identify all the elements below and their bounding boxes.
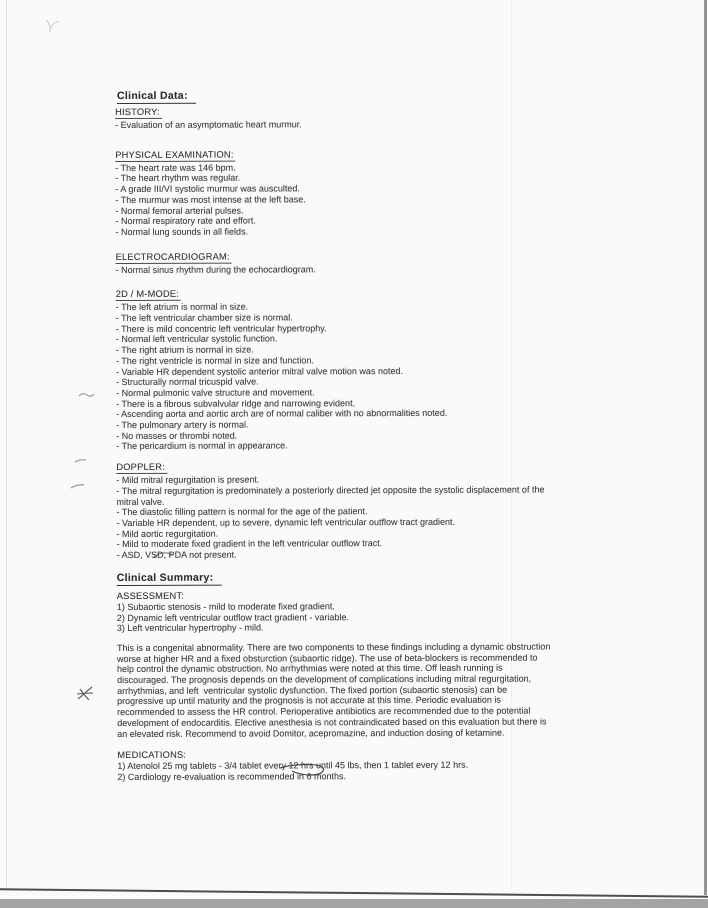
doc-line: - Variable HR dependent systolic anterior mitral valve motion was noted. [115, 365, 403, 377]
doc-line: - The right atrium is normal in size. [115, 344, 254, 356]
doc-line: - The heart rate was 146 bpm. [115, 162, 236, 173]
doc-line: - Ascending aorta and aortic arch are of normal caliber with no abnormalities noted. [116, 408, 448, 420]
doc-line: - Evaluation of an asymptomatic heart murmur. [115, 119, 302, 130]
section-heading-doppler: DOPPLER: [116, 462, 167, 474]
doc-line: development of endocarditis. Elective anesthesia is not contraindicated based on this evaluation but there is [117, 716, 547, 728]
doc-line: - There is a fibrous subvalvular ridge and narrowing evident. [116, 397, 356, 409]
scanner-background-strip [0, 899, 708, 908]
discussion-paragraph [117, 641, 677, 739]
doc-line: - Mild mitral regurgitation is present. [116, 474, 260, 486]
doc-line: This is a congenital abnormality. There are two components to these findings including a dynamic obstruction [116, 641, 551, 653]
doc-line: - The left atrium is normal in size. [115, 301, 249, 313]
document-content [115, 88, 677, 783]
doc-line: - Normal lung sounds in all fields. [115, 226, 249, 237]
section-2d-m-mode [116, 287, 677, 452]
section-heading-physical-examination: PHYSICAL EXAMINATION: [115, 149, 235, 161]
section-doppler [116, 460, 676, 561]
pencil-mark-top-left [44, 16, 62, 36]
doc-line: - Normal left ventricular systolic function. [115, 333, 278, 345]
doc-line: help control the dynamic obstruction. No arrhythmias were noted at this time. Off leash running is [117, 662, 503, 675]
doc-line: - The pericardium is normal in appearance. [116, 440, 288, 452]
doc-line: an elevated risk. Recommend to avoid Domitor, acepromazine, and induction dosing of ketamine. [117, 727, 505, 739]
section-heading-electrocardiogram: ELECTROCARDIOGRAM: [116, 251, 232, 263]
section-heading-history: HISTORY: [115, 107, 162, 119]
doc-line: - The murmur was most intense at the left base. [115, 194, 306, 205]
doc-line: worse at higher HR and a fixed obsturction (subaortic ridge). The use of beta-blockers is recommended to [116, 652, 538, 664]
doc-line: recommended to assess the HR control. Perioperative antibiotics are recommended due to the potential [117, 705, 531, 718]
doc-line: mitral valve. [116, 496, 165, 507]
doc-line: - Normal respiratory rate and effort. [115, 215, 256, 227]
page-right-edge-line [704, 0, 707, 895]
page-left-edge-line [6, 0, 7, 888]
doc-line: - There is mild concentric left ventricular hypertrophy. [115, 322, 327, 334]
pencil-mark-tilde [78, 390, 96, 400]
doc-line: 2) Dynamic left ventricular outflow tract gradient - variable. [116, 611, 349, 623]
doc-line: - Normal femoral arterial pulses. [115, 205, 244, 216]
doc-line: - Normal pulmonic valve structure and movement. [116, 387, 315, 398]
pencil-mark-dash-1 [74, 457, 88, 465]
medications-heading: MEDICATIONS: [117, 749, 187, 761]
doc-line: - The mitral regurgitation is predominately a posteriorly directed jet opposite the systolic displacement of the [116, 484, 545, 496]
clinical-summary-title: Clinical Summary: [117, 571, 222, 585]
section-electrocardiogram [116, 250, 676, 276]
doc-line: progressive up until maturity and the prognosis is not accurate at this time. Periodic evaluation is [117, 695, 501, 707]
section-physical-examination [115, 148, 675, 238]
doc-line: - The left ventricular chamber size is normal. [115, 312, 293, 324]
doc-line: - Variable HR dependent, up to severe, dynamic left ventricular outflow tract gradient. [116, 516, 456, 528]
doc-line: - The diastolic filling pattern is normal for the age of the patient. [116, 506, 368, 518]
pencil-mark-asterisk [76, 686, 94, 702]
doc-line: - A grade III/VI systolic murmur was ausculted. [115, 183, 300, 195]
pencil-mark-dash-2 [70, 482, 86, 491]
section-medications [117, 748, 677, 782]
doc-line: - Mild aortic regurgitation. [116, 528, 219, 539]
doc-line: arrhythmias, and left ventricular systolic dysfunction. The fixed portion (subaortic stenosis) can be [117, 684, 508, 696]
doc-line: - The heart rhythm was regular. [115, 172, 241, 184]
doc-line: - Normal sinus rhythm during the echocardiogram. [115, 263, 316, 275]
doc-line: - ASD, VSD, PDA not present. [116, 549, 237, 561]
doc-line: discouraged. The prognosis depends on the development of complications including mitral regurgitation, [117, 673, 532, 686]
section-heading-2d-m-mode: 2D / M-MODE: [116, 289, 181, 301]
section-history [115, 105, 675, 131]
section-clinical-summary [117, 570, 677, 634]
doc-line: - Structurally normal tricuspid valve. [116, 376, 259, 388]
assessment-heading: ASSESSMENT: [116, 590, 185, 601]
doc-line: - The right ventricle is normal in size and function. [115, 355, 314, 366]
document-title: Clinical Data: [117, 90, 196, 104]
doc-line: - The pulmonary artery is normal. [116, 419, 249, 431]
page-bottom-edge-line [0, 888, 708, 898]
doc-line: - No masses or thrombi noted. [116, 430, 238, 441]
doc-line: 3) Left ventricular hypertrophy - mild. [116, 622, 264, 634]
doc-line: 1) Atenolol 25 mg tablets - 3/4 tablet every 12 hrs until 45 lbs, then 1 tablet every 12 hrs. [117, 760, 469, 772]
doc-line: - Mild to moderate fixed gradient in the left ventricular outflow tract. [116, 538, 383, 550]
doc-line: 2) Cardiology re-evaluation is recommended in 6 months. [117, 771, 347, 782]
doc-line: 1) Subaortic stenosis - mild to moderate fixed gradient. [116, 601, 335, 612]
